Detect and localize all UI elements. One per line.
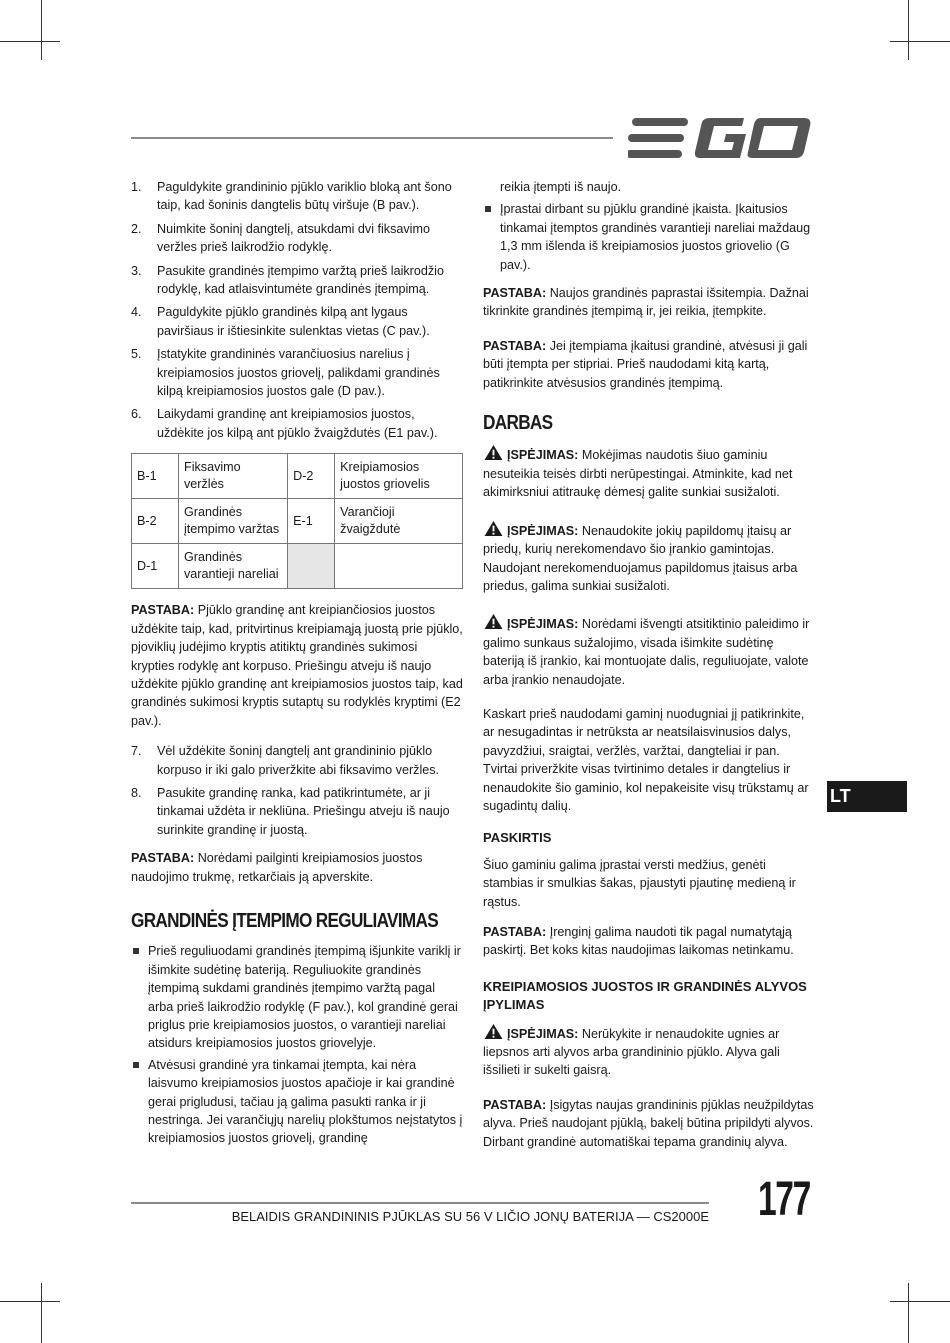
body-paragraph: Šiuo gaminiu galima įprastai versti medžius, genėti stambias ir smulkias šakas, pjaustyti pjautinę medieną ir rąstus.: [483, 857, 796, 909]
list-item: 2. Nuimkite šoninį dangtelį, atsukdami dvi fiksavimo veržles prieš laikrodžio rodyklę.: [131, 221, 430, 255]
part-label: Kreipiamosios juostos griovelis: [335, 454, 463, 499]
parts-table: [131, 453, 463, 589]
subheading: KREIPIAMOSIOS JUOSTOS IR GRANDINĖS ALYVOS ĮPYLIMAS: [483, 978, 807, 1013]
crop-mark: [908, 0, 909, 60]
right-column: [483, 178, 815, 1163]
table-row: [132, 544, 463, 589]
part-code: D-2: [288, 454, 335, 499]
list-item: 4. Paguldykite pjūklo grandinės kilpą ant lygaus paviršiaus ir ištiesinkite sulenktas vietas (C pav.).: [131, 305, 430, 338]
continued-text: reikia įtempti iš naujo.: [500, 180, 622, 194]
note-paragraph: PASTABA: Norėdami pailginti kreipiamosios juostos naudojimo trukmę, retkarčiais ją apverskite.: [131, 851, 423, 884]
crop-mark: [0, 1301, 60, 1302]
footer-title: BELAIDIS GRANDININIS PJŪKLAS SU 56 V LIČIO JONŲ BATERIJA — CS2000E: [231, 1209, 709, 1224]
warning-paragraph: ĮSPĖJIMAS: Nenaudokite jokių papildomų įtaisų ar priedų, kurių nerekomendavo šio įrankio gamintojas. Naudojant nerekomenduojamus papildomus įtaisus arba priedus, galima sunkiai susižaloti.: [483, 520, 815, 596]
part-label: Fiksavimo veržlės: [179, 454, 288, 499]
subheading: PASKIRTIS: [483, 830, 552, 846]
list-item: Įprastai dirbant su pjūklu grandinė įkaista. Įkaitusios tinkamai įtemptos grandinės varantieji nareliai maždaug 1,3 mm išlenda iš kreipiamosios juostos griovelio (G pav.).: [483, 200, 815, 274]
crop-mark: [908, 1283, 909, 1343]
list-item: 8. Pasukite grandinę ranka, kad patikrintumėte, ar ji tinkamai uždėta ir nekliūna. Priešingu atveju iš naujo surinkite grandinę ir juostą.: [131, 785, 450, 837]
warning-paragraph: ĮSPĖJIMAS: Nerūkykite ir nenaudokite ugnies ar liepsnos arti alyvos arba grandininio pjūklo. Alyva gali išsilieti ir sukelti gaisrą.: [483, 1023, 815, 1080]
empty-cell: [288, 544, 335, 589]
crop-mark: [41, 1283, 42, 1343]
part-code: D-1: [132, 544, 179, 589]
part-label: Grandinės varantieji nareliai: [179, 544, 288, 589]
bullet-square-icon: [133, 1062, 139, 1068]
part-code: B-1: [132, 454, 179, 499]
note-paragraph: PASTABA: Jei įtempiama įkaitusi grandinė, atvėsusi ji gali būti įtempta per stipriai. Prieš naudodami kitą kartą, patikrinkite atvėsusios grandinės įtempimą.: [483, 338, 808, 390]
left-column: [131, 178, 463, 1151]
crop-mark: [0, 41, 60, 42]
bullet-square-icon: [485, 206, 491, 212]
warning-triangle-icon: [483, 444, 504, 461]
section-heading: DARBAS: [483, 412, 553, 435]
note-paragraph: PASTABA: Pjūklo grandinę ant kreipiančiosios juostos uždėkite taip, kad, pritvirtinus kreipiamąją juostą prie pjūklo, pjoviklių judėjimo kryptis atitiktų grandinės sukimosi krypties rodyklę ant korpuso. Priešingu atveju iš naujo uždėkite pjūklo grandinę ant kreipiamosios juostos taip, kad grandinės sukimosi kryptis sutaptų su rodyklės kryptimi (E2 pav.).: [131, 603, 463, 728]
note-paragraph: PASTABA: Naujos grandinės paprastai išsitempia. Dažnai tikrinkite grandinės įtempimą ir, jei reikia, įtempkite.: [483, 286, 809, 319]
warning-triangle-icon: [483, 1023, 504, 1040]
list-item: 5. Įstatykite grandininės varančiuosius narelius į kreipiamosios juostos griovelį, palikdami grandinės kilpą kreipiamosios juostos gale (D pav.).: [131, 347, 440, 399]
page-number: 177: [758, 1173, 810, 1226]
list-item: 7. Vėl uždėkite šoninį dangtelį ant grandininio pjūklo korpuso ir iki galo priveržkite abi fiksavimo veržles.: [131, 744, 440, 777]
language-tab: LT: [827, 781, 907, 812]
part-code: E-1: [288, 499, 335, 544]
section-heading: GRANDINĖS ĮTEMPIMO REGULIAVIMAS: [131, 909, 439, 932]
table-row: [132, 454, 463, 499]
steps-list-a: [131, 178, 463, 442]
warning-triangle-icon: [483, 613, 504, 630]
table-row: [132, 499, 463, 544]
crop-mark: [41, 0, 42, 60]
warning-paragraph: ĮSPĖJIMAS: Mokėjimas naudotis šiuo gaminiu nesuteikia teisės dirbti nerūpestingai. Atminkite, kad net akimirksniui atitraukę dėmesį galite sunkiai susižaloti.: [483, 444, 815, 501]
bullet-list: [483, 200, 815, 274]
note-paragraph: PASTABA: Įrenginį galima naudoti tik pagal numatytąją paskirtį. Bet koks kitas naudojimas laikomas netinkamu.: [483, 925, 794, 958]
list-item: Prieš reguliuodami grandinės įtempimą išjunkite variklį ir išimkite sudėtinę bateriją. Reguliuokite grandinės įtempimą sukdami grandinės įtempimo varžtą pagal arba prieš laikrodžio rodyklę (F pav.), kol grandinė gerai priglus prie kreipiamosios juostos, o varantieji nareliai atsidurs kreipiamosios juostos griovelyje.: [131, 942, 463, 1052]
crop-mark: [890, 41, 950, 42]
crop-mark: [890, 1301, 950, 1302]
note-paragraph: PASTABA: Įsigytas naujas grandininis pjūklas neužpildytas alyva. Prieš naudojant pjūklą, bakelį būtina pripildyti alyvos. Dirbant grandinė automatiškai tepama grandinių alyva.: [483, 1097, 814, 1149]
warning-paragraph: ĮSPĖJIMAS: Norėdami išvengti atsitiktinio paleidimo ir galimo sunkaus sužalojimo, visada išimkite sudėtinę bateriją iš įrankio, kai montuojate dalis, reguliuojate, valote arba įrankio nenaudojate.: [483, 613, 815, 689]
list-item: 1. Paguldykite grandininio pjūklo variklio bloką ant šono taip, kad šoninis dangtelis būtų viršuje (B pav.).: [131, 180, 452, 213]
part-label: Varančioji žvaigždutė: [335, 499, 463, 544]
steps-list-b: [131, 742, 463, 839]
ego-logo: [628, 116, 813, 160]
warning-triangle-icon: [483, 520, 504, 537]
part-label: Grandinės įtempimo varžtas: [179, 499, 288, 544]
body-paragraph: Kaskart prieš naudodami gaminį nuodugniai jį patikrinkite, ar nesugadintas ir netrūksta ar neatsilaisvinusios dalys, pavyzdžiui, sraigtai, veržlės, varžtai, dangteliai ir pan. Tvirtai priveržkite visas tvirtinimo detales ir dangtelius ir nenaudokite šio gaminio, kol nepakeisite visų trūkstamų ar sugadintų dalių.: [483, 706, 809, 813]
header-rule: [131, 137, 613, 139]
bullet-list: [131, 942, 463, 1147]
list-item: 3. Pasukite grandinės įtempimo varžtą prieš laikrodžio rodyklę, kad atlaisvintumėte grandinės įtempimą.: [131, 263, 444, 297]
bullet-square-icon: [133, 948, 139, 954]
empty-cell: [335, 544, 463, 589]
list-item: 6. Laikydami grandinę ant kreipiamosios juostos, uždėkite jos kilpą ant pjūklo žvaigždutės (E1 pav.).: [131, 407, 438, 440]
part-code: B-2: [132, 499, 179, 544]
list-item: Atvėsusi grandinė yra tinkamai įtempta, kai nėra laisvumo kreipiamosios juostos apačioje ir kai grandinė gerai prigludusi, tačiau ją galima pasukti ranka ir ji nestringa. Jei varančiųjų narelių plokštumos neįstatytos į kreipiamosios juostos griovelį, grandinę: [131, 1056, 463, 1148]
footer-rule: [131, 1202, 709, 1204]
